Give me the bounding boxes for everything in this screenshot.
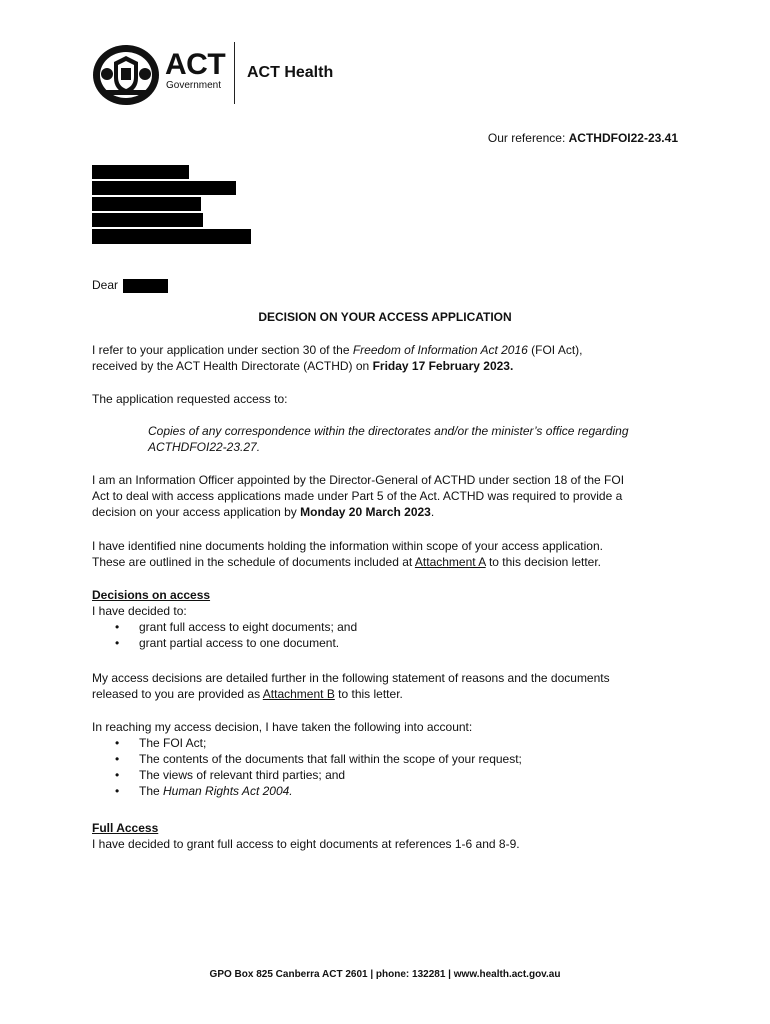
- reference-label: Our reference:: [487, 131, 569, 145]
- paragraph-requested: The application requested access to:: [92, 392, 288, 406]
- para3-line: I am an Information Officer appointed by the Director-General of ACTHD under section 18 of the FOI: [92, 473, 625, 487]
- decisions-heading: Decisions on access: [92, 588, 211, 602]
- para3-line: Act to deal with access applications made under Part 5 of the Act. ACTHD was required to provide a: [92, 489, 623, 503]
- account-list: [92, 735, 682, 799]
- para5-text: released to you are provided as: [92, 687, 263, 701]
- list-item: • The contents of the documents that fall within the scope of your request;: [92, 751, 682, 767]
- full-access-section: [92, 820, 682, 852]
- redacted-name: [123, 279, 168, 293]
- redacted-address-line: [92, 165, 189, 179]
- paragraph-officer: [92, 472, 682, 520]
- account-section: [92, 719, 682, 799]
- full-access-heading: Full Access: [92, 821, 159, 835]
- list-item: • grant partial access to one document.: [92, 635, 682, 651]
- foi-act-name: Freedom of Information Act 2016: [352, 343, 528, 357]
- list-item: [92, 783, 682, 799]
- redacted-address-line: [92, 229, 251, 244]
- redacted-address-line: [92, 197, 201, 211]
- para3-text: decision on your access application by: [92, 505, 301, 519]
- received-date: Friday 17 February 2023.: [372, 359, 514, 373]
- para1-text-a: I refer to your application under section 30 of the: [92, 343, 353, 357]
- letterhead: [92, 42, 352, 106]
- requested-scope-quote: [148, 423, 688, 455]
- paragraph-reasons: [92, 670, 682, 702]
- list-item-text: The: [139, 784, 164, 798]
- list-item: • The FOI Act;: [92, 735, 682, 751]
- para5-line: My access decisions are detailed further in the following statement of reasons and the documents: [92, 671, 610, 685]
- our-reference: [488, 130, 678, 146]
- act-wordmark: ACT: [165, 48, 226, 81]
- para4-text: to this decision letter.: [485, 555, 602, 569]
- decisions-list: [92, 619, 682, 651]
- redacted-address-line: [92, 181, 236, 195]
- full-access-text: I have decided to grant full access to eight documents at references 1-6 and 8-9.: [92, 837, 520, 851]
- list-item: • The views of relevant third parties; and: [92, 767, 682, 783]
- letter-heading: DECISION ON YOUR ACCESS APPLICATION: [258, 310, 512, 324]
- salutation: [92, 277, 682, 293]
- attachment-a-ref: Attachment A: [414, 555, 486, 569]
- para4-text: These are outlined in the schedule of documents included at: [92, 555, 415, 569]
- para5-text: to this letter.: [334, 687, 403, 701]
- letterhead-divider: [234, 42, 235, 104]
- letter-footer: GPO Box 825 Canberra ACT 2601 | phone: 132281 | www.health.act.gov.au: [209, 969, 561, 980]
- salutation-text: Dear: [92, 278, 119, 292]
- para3-text: .: [430, 505, 435, 519]
- redacted-address-line: [92, 213, 203, 227]
- para1-text-b: (FOI Act),: [527, 343, 583, 357]
- paragraph-application: [92, 342, 682, 374]
- quote-line: Copies of any correspondence within the directorates and/or the minister’s office regarding: [148, 424, 629, 438]
- act-crest-logo: [92, 44, 160, 106]
- attachment-b-ref: Attachment B: [262, 687, 335, 701]
- act-health-wordmark: ACT Health: [247, 64, 334, 81]
- government-wordmark: Government: [166, 80, 222, 91]
- human-rights-act-name: Human Rights Act 2004.: [163, 784, 293, 798]
- reference-value: ACTHDFOI22-23.41: [568, 131, 678, 145]
- decisions-intro: I have decided to:: [92, 604, 187, 618]
- paragraph-documents: [92, 538, 682, 570]
- quote-line: ACTHDFOI22-23.27.: [148, 440, 261, 454]
- para1-text-c: received by the ACT Health Directorate (ACTHD) on: [92, 359, 373, 373]
- decisions-section: [92, 587, 682, 651]
- list-item: • grant full access to eight documents; and: [92, 619, 682, 635]
- decision-due-date: Monday 20 March 2023: [300, 505, 431, 519]
- account-intro: In reaching my access decision, I have taken the following into account:: [92, 720, 473, 734]
- para4-line: I have identified nine documents holding the information within scope of your access application.: [92, 539, 603, 553]
